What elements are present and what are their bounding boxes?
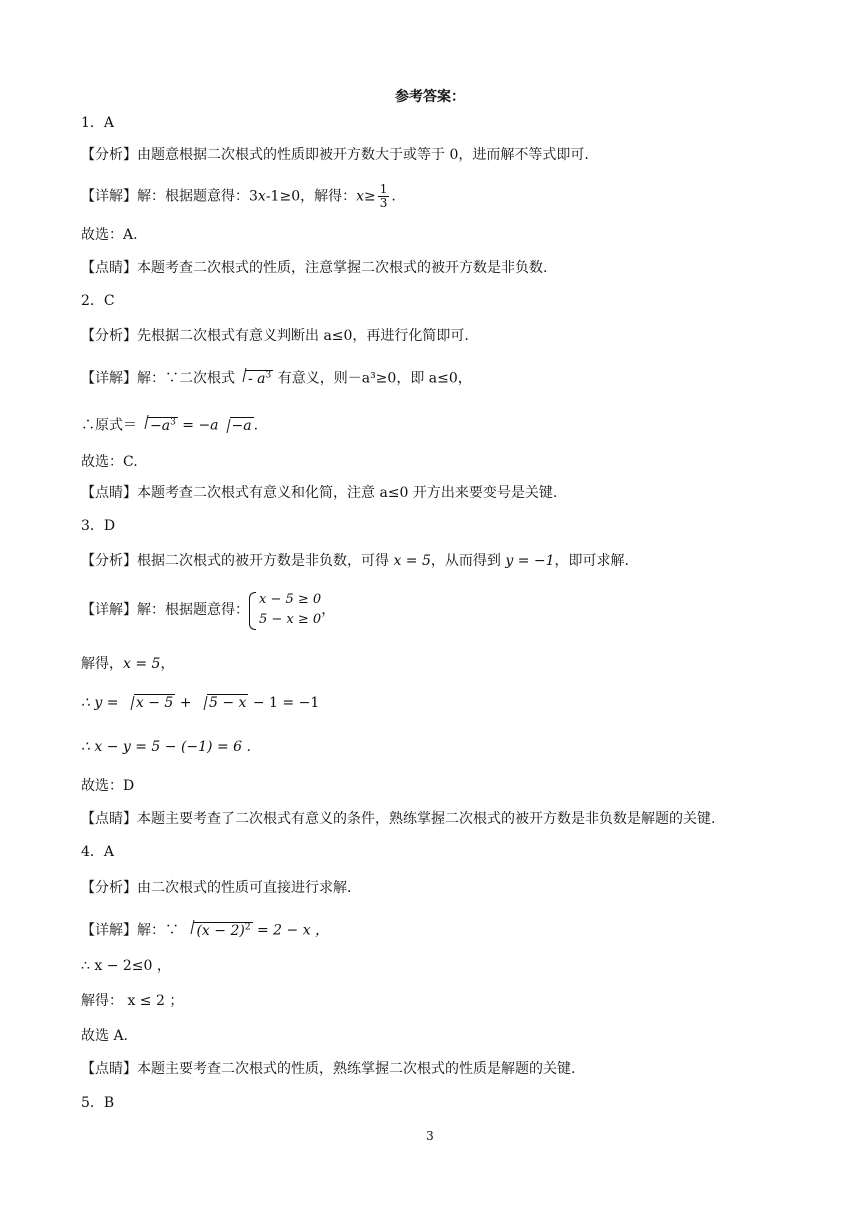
q4-radical [185,917,252,941]
q1-var-x2: x [356,188,365,205]
q1-choice: 故选：A. [81,227,138,243]
q4-detail [81,917,329,941]
q3-analysis-eq1: x = 5 [393,553,431,569]
q3-inequality-system [249,590,321,630]
q3-sys-line2: 5 − x ≥ 0 [259,612,322,627]
q3-detail [81,590,335,630]
q3-solve-end: ， [160,656,175,672]
q3-analysis [81,551,629,571]
q5-number: 5．B [81,1095,115,1111]
q1-frac-den: 3 [379,196,388,210]
q1-detail-end: . [391,188,396,205]
q2-rad2: −a [231,417,252,434]
q3-y-rad1: x − 5 [135,695,174,711]
q2-mid: = −a [177,417,219,434]
q3-solve [81,654,174,674]
q1-fraction [378,183,390,210]
q4-detail-prefix: 【详解】解：∵ [81,922,184,939]
q4-rad: (x − 2) [196,922,245,939]
q3-analysis-a: 【分析】根据二次根式的被开方数是非负数，可得 [81,553,394,569]
q3-y-end: − 1 = −1 [248,695,320,711]
brace-icon [249,592,256,630]
q3-solve-prefix: 解得， [81,656,123,672]
page-number: 3 [426,1129,434,1143]
q1-var-x: x [257,188,266,205]
q1-detail-prefix: 【详解】解：根据题意得：3 [81,188,258,205]
q1-frac-num: 1 [379,182,388,196]
q2-therefore [81,412,258,436]
q4-therefore: ∴ x − 2≤0 ， [81,958,171,974]
q4-comment: 【点睛】本题主要考查二次根式的性质，熟练掌握二次根式的性质是解题的关键. [81,1061,576,1077]
q3-analysis-eq2: y = −1 [505,553,555,569]
q2-end: . [253,417,259,434]
q3-analysis-c: ，即可求解. [554,553,629,569]
q2-rad1-exp: 3 [170,417,176,427]
q2-detail-prefix: 【详解】解：∵二次根式 [81,370,235,387]
q4-choice: 故选 A. [81,1028,129,1044]
q1-analysis: 【分析】由题意根据二次根式的性质即被开方数大于或等于 0，进而解不等式即可. [81,147,589,163]
q3-y-rad2: 5 − x [208,695,247,711]
q2-number: 2．C [81,293,115,309]
q4-number: 4．A [81,844,115,860]
q3-sys-line1: x − 5 ≥ 0 [259,592,322,607]
q2-radicand-exp: 3 [265,370,272,380]
q3-sys-end: ， [321,602,336,618]
q3-y-line [81,693,319,713]
q4-detail-end: = 2 − x ， [252,922,330,939]
q2-analysis: 【分析】先根据二次根式有意义判断出 a≤0，再进行化简即可. [81,328,469,344]
q3-y-plus: + [175,695,196,711]
q1-ge: ≥ [364,188,376,205]
q3-y-prefix: ∴ y = [81,695,123,711]
q2-detail [81,365,472,389]
q3-radical-2 [198,693,248,713]
q4-solve: 解得： x ≤ 2 ； [81,993,184,1009]
page-title: 参考答案： [395,89,465,105]
q3-choice: 故选：D [81,778,135,794]
q2-radical [237,365,273,389]
q3-solve-eq: x = 5 [123,656,161,672]
q2-rad1: −a [150,417,171,434]
q1-detail [81,183,396,210]
q1-comment: 【点睛】本题考查二次根式的性质，注意掌握二次根式的被开方数是非负数. [81,260,548,276]
q2-radicand: - a [248,370,266,387]
q3-xy-line: ∴ x − y = 5 − (−1) = 6 . [81,739,251,755]
q2-therefore-prefix: ∴原式＝ [81,417,137,434]
q4-analysis: 【分析】由二次根式的性质可直接进行求解. [81,880,352,896]
q2-choice: 故选：C. [81,454,138,470]
q3-analysis-b: ，从而得到 [430,553,506,569]
q2-detail-suffix: 有意义，则－a³≥0，即 a≤0， [277,370,472,387]
q3-comment: 【点睛】本题主要考查了二次根式有意义的条件，熟练掌握二次根式的被开方数是非负数是解题的关键. [81,811,716,827]
q2-radical-1 [139,412,178,436]
q1-detail-mid: -1≥0，解得： [265,188,357,205]
q3-radical-1 [125,693,175,713]
q3-number: 3．D [81,518,116,534]
q1-number: 1．A [81,115,115,131]
q4-rad-exp: 2 [244,922,251,932]
q2-radical-2 [221,416,254,436]
q2-comment: 【点睛】本题考查二次根式有意义和化简，注意 a≤0 开方出来要变号是关键. [81,485,558,501]
q3-detail-prefix: 【详解】解：根据题意得： [81,602,249,618]
